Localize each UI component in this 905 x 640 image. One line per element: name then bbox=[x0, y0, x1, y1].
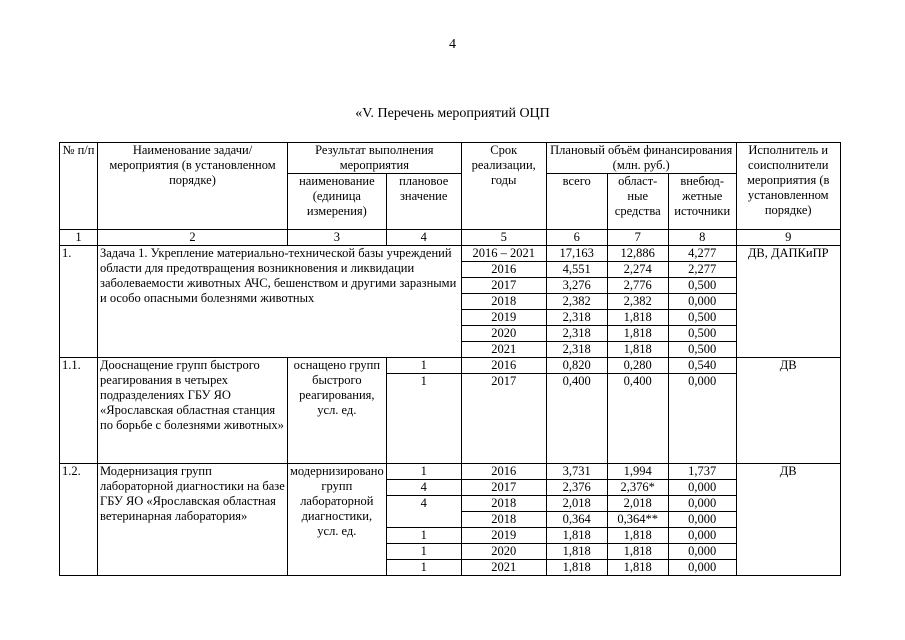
header-regional: област-ные средства bbox=[607, 174, 668, 230]
extra-cell: 0,500 bbox=[668, 326, 736, 342]
column-number: 4 bbox=[386, 230, 461, 246]
extra-cell: 0,500 bbox=[668, 310, 736, 326]
year-cell: 2021 bbox=[461, 560, 546, 576]
total-cell: 1,818 bbox=[546, 544, 607, 560]
header-executor: Исполнитель и соисполнители мероприятия (в установленном порядке) bbox=[736, 143, 840, 230]
year-cell: 2017 bbox=[461, 480, 546, 496]
extra-cell: 1,737 bbox=[668, 464, 736, 480]
result-name: модернизировано групп лабораторной диагностики, усл. ед. bbox=[288, 464, 387, 576]
column-number-row bbox=[60, 230, 841, 246]
total-cell: 1,818 bbox=[546, 528, 607, 544]
extra-cell: 0,000 bbox=[668, 496, 736, 512]
measure-name: Дооснащение групп быстрого реагирования в четырех подразделениях ГБУ ЯО «Ярославская областная станция по борьбе с болезнями животных» bbox=[98, 358, 288, 464]
plan-cell bbox=[386, 512, 461, 528]
row-num: 1.1. bbox=[60, 358, 98, 464]
extra-cell: 4,277 bbox=[668, 246, 736, 262]
row-num: 1. bbox=[60, 246, 98, 358]
header-extrabudget: внебюд-жетные источники bbox=[668, 174, 736, 230]
extra-cell: 0,000 bbox=[668, 544, 736, 560]
column-number: 2 bbox=[98, 230, 288, 246]
year-cell: 2016 – 2021 bbox=[461, 246, 546, 262]
plan-cell: 1 bbox=[386, 374, 461, 464]
total-cell: 17,163 bbox=[546, 246, 607, 262]
extra-cell: 0,000 bbox=[668, 294, 736, 310]
plan-cell: 4 bbox=[386, 496, 461, 512]
header-total: всего bbox=[546, 174, 607, 230]
column-number: 8 bbox=[668, 230, 736, 246]
plan-cell: 1 bbox=[386, 544, 461, 560]
total-cell: 3,731 bbox=[546, 464, 607, 480]
year-cell: 2020 bbox=[461, 544, 546, 560]
regional-cell: 1,994 bbox=[607, 464, 668, 480]
year-cell: 2018 bbox=[461, 512, 546, 528]
regional-cell: 1,818 bbox=[607, 528, 668, 544]
regional-cell: 1,818 bbox=[607, 326, 668, 342]
plan-cell: 4 bbox=[386, 480, 461, 496]
executor-cell: ДВ bbox=[736, 464, 840, 576]
regional-cell: 1,818 bbox=[607, 544, 668, 560]
regional-cell: 0,400 bbox=[607, 374, 668, 464]
regional-cell: 12,886 bbox=[607, 246, 668, 262]
extra-cell: 0,000 bbox=[668, 480, 736, 496]
extra-cell: 0,000 bbox=[668, 512, 736, 528]
total-cell: 2,382 bbox=[546, 294, 607, 310]
plan-cell: 1 bbox=[386, 358, 461, 374]
total-cell: 2,318 bbox=[546, 310, 607, 326]
plan-cell: 1 bbox=[386, 464, 461, 480]
header-result: Результат выполнения мероприятия bbox=[288, 143, 462, 174]
regional-cell: 1,818 bbox=[607, 560, 668, 576]
column-number: 3 bbox=[288, 230, 387, 246]
section-title: «V. Перечень мероприятий ОЦП bbox=[355, 106, 550, 121]
measures-table bbox=[59, 142, 841, 576]
regional-cell: 1,818 bbox=[607, 342, 668, 358]
extra-cell: 0,000 bbox=[668, 374, 736, 464]
extra-cell: 2,277 bbox=[668, 262, 736, 278]
regional-cell: 1,818 bbox=[607, 310, 668, 326]
total-cell: 0,364 bbox=[546, 512, 607, 528]
total-cell: 3,276 bbox=[546, 278, 607, 294]
column-number: 7 bbox=[607, 230, 668, 246]
total-cell: 0,400 bbox=[546, 374, 607, 464]
extra-cell: 0,500 bbox=[668, 342, 736, 358]
regional-cell: 2,776 bbox=[607, 278, 668, 294]
task-name: Задача 1. Укрепление материально-технической базы учреждений области для предотвращения возникновения и ликвидации заболеваемости животных АЧС, бешенством и другими заразными и особо опасными болезнями животных bbox=[98, 246, 462, 358]
table-row bbox=[60, 358, 841, 374]
year-cell: 2020 bbox=[461, 326, 546, 342]
table-row bbox=[60, 246, 841, 262]
total-cell: 0,820 bbox=[546, 358, 607, 374]
page-number: 4 bbox=[449, 37, 456, 52]
year-cell: 2017 bbox=[461, 278, 546, 294]
header-result-plan: плановое значение bbox=[386, 174, 461, 230]
year-cell: 2017 bbox=[461, 374, 546, 464]
total-cell: 1,818 bbox=[546, 560, 607, 576]
regional-cell: 0,280 bbox=[607, 358, 668, 374]
total-cell: 2,318 bbox=[546, 326, 607, 342]
year-cell: 2016 bbox=[461, 262, 546, 278]
header-financing: Плановый объём финансирования (млн. руб.) bbox=[546, 143, 736, 174]
year-cell: 2016 bbox=[461, 358, 546, 374]
total-cell: 4,551 bbox=[546, 262, 607, 278]
column-number: 5 bbox=[461, 230, 546, 246]
extra-cell: 0,540 bbox=[668, 358, 736, 374]
regional-cell: 2,018 bbox=[607, 496, 668, 512]
regional-cell: 2,376* bbox=[607, 480, 668, 496]
year-cell: 2021 bbox=[461, 342, 546, 358]
header-num: № п/п bbox=[60, 143, 98, 230]
year-cell: 2019 bbox=[461, 528, 546, 544]
extra-cell: 0,000 bbox=[668, 560, 736, 576]
year-cell: 2018 bbox=[461, 294, 546, 310]
extra-cell: 0,500 bbox=[668, 278, 736, 294]
year-cell: 2019 bbox=[461, 310, 546, 326]
column-number: 6 bbox=[546, 230, 607, 246]
extra-cell: 0,000 bbox=[668, 528, 736, 544]
regional-cell: 0,364** bbox=[607, 512, 668, 528]
year-cell: 2018 bbox=[461, 496, 546, 512]
header-name: Наименование задачи/мероприятия (в установленном порядке) bbox=[98, 143, 288, 230]
plan-cell: 1 bbox=[386, 528, 461, 544]
plan-cell: 1 bbox=[386, 560, 461, 576]
result-name: оснащено групп быстрого реагирования, усл. ед. bbox=[288, 358, 387, 464]
total-cell: 2,318 bbox=[546, 342, 607, 358]
header-term: Срок реализации, годы bbox=[461, 143, 546, 230]
column-number: 9 bbox=[736, 230, 840, 246]
total-cell: 2,018 bbox=[546, 496, 607, 512]
header-result-name: наименование (единица измерения) bbox=[288, 174, 387, 230]
year-cell: 2016 bbox=[461, 464, 546, 480]
column-number: 1 bbox=[60, 230, 98, 246]
total-cell: 2,376 bbox=[546, 480, 607, 496]
executor-cell: ДВ bbox=[736, 358, 840, 464]
regional-cell: 2,382 bbox=[607, 294, 668, 310]
executor-cell: ДВ, ДАПКиПР bbox=[736, 246, 840, 358]
row-num: 1.2. bbox=[60, 464, 98, 576]
measure-name: Модернизация групп лабораторной диагностики на базе ГБУ ЯО «Ярославская областная ветеринарная лаборатория» bbox=[98, 464, 288, 576]
table-row bbox=[60, 464, 841, 480]
regional-cell: 2,274 bbox=[607, 262, 668, 278]
